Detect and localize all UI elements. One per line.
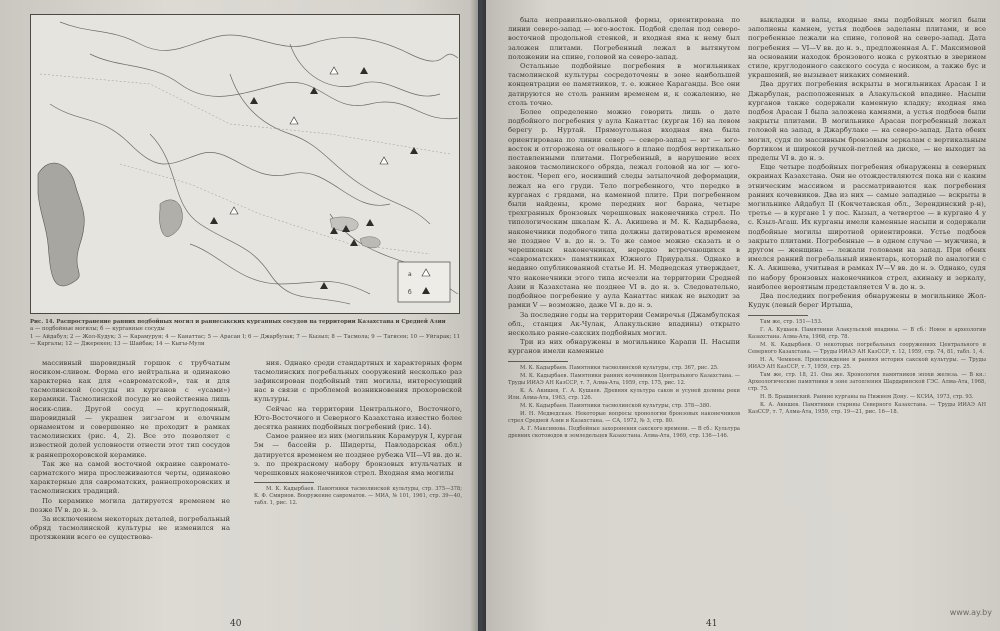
- paragraph: По керамике могила датируется временем не позже IV в. до н. э.: [30, 496, 230, 514]
- right-page-columns: [508, 16, 986, 441]
- footnote-rule: [748, 315, 808, 316]
- legend-a-label: а: [408, 271, 412, 278]
- legend-b-label: б: [408, 289, 412, 296]
- footnotes: [748, 319, 986, 416]
- paragraph: Два других погребения вскрыты в могильниках Арасан I и Джарбулак, расположенных в Алакульской впадине. Насыпи курганов также содержали каменную кладку; входная яма подбоя Арасан I была заложена камнями, а устья подбоев были закрыты плитами. В могильнике Арасан погребенный лежал головой на запад, в Джарбулаке — на северо-запад. Дата обеих могил, судя по массивным бронзовым зеркалам с вертикальным бортиком и широкой ручкой-петлей на диске, — не выходит за пределы VI в. до н. э.: [748, 80, 986, 163]
- paragraph: ния. Однако среди стандартных и характерных форм тасмолинских погребальных сооружений несколько раз зафиксирован подбойный тип могилы, интересующий нас в связи с проблемой возникновения прохоровской культуры.: [254, 358, 462, 404]
- paragraph: За последние годы на территории Семиречья (Джамбулская обл., станция Ак-Чулак, Алакульские впадины) открыто несколько ранне-сакских подбойных могил.: [508, 310, 740, 337]
- paragraph: Более определенно можно говорить лишь о дате подбойного погребения у аула Канаттас (курган 16) на левом берегу р. Нуртай. Прямоугольная входная яма была ориентирована по линии север — северо-запад — юг — юго-восток и отгорожена от овального в плане подбоя вертикально поставленными плитами. Погребенный, в нарушение всех законов тасмолинского обряда, лежал головой на юг — юго-восток. Череп его, носивший следы затылочной деформации, лежал на его груди. Тело погребенного, что передко в курганах с грядами, на каменной плите. При погребенном были найдены, кроме передних ног барана, четыре трехгранных бронзовых черешковых наконечника стрел. По типологическим шкалам К. А. Акишева и М. К. Кадырбаева, наконечники подобного типа должны датироваться временем не позднее V в. до н. э. То же самое можно сказать и о черешковых наконечниках, нередко встречающихся в «савроматских» памятниках Южного Приуралья. Однако в недавно опубликованной статье И. Н. Медведская утверждает, что наконечники этого типа исчезли на территории Средней Азии и Казахстана не позднее VI в. до н. э. Следовательно, подбойное погребение у аула Канаттас никак не выходит за рамки V — возможно, даже VI в. до н. э.: [508, 108, 740, 310]
- footnote: К. А. Акишев. Памятники старины Северного Казахстана. — Труды ИИАЭ АН КазССР, т. 7, Алма-Ата, 1959, стр. 19—21, рис. 16—18.: [748, 401, 986, 415]
- right-page: [486, 0, 1000, 631]
- left-page-column-2: [254, 359, 462, 543]
- footnote: Н. А. Чемкоев. Происхождение и ранняя история сакской культуры. — Труды ИИАЭ АН КазССР, т. 7, 1959, стр. 25.: [748, 356, 986, 370]
- footnotes: [508, 365, 740, 440]
- footnote: М. К. Кадырбаев. Памятники тасмолинской культуры, стр. 378—380.: [520, 402, 711, 409]
- footnote: А. Г. Максимова. Подбойные захоронения сакского времени. — В сб.: Культура древних скотоводов и земледельцев Казахстана. Алма-Ата, 1969, стр. 136—146.: [508, 425, 740, 439]
- paragraph: Сейчас на территории Центрального, Восточного, Юго-Восточного и Северного Казахстана известно более десятка ранних подбойных погребений (рис. 14).: [254, 404, 462, 432]
- footnote: М. К. Кадырбаев. Памятники ранних кочевников Центрального Казахстана. — Труды ИИАЭ АН КазССР, т. 7, Алма-Ата, 1959, стр. 175, рис. 12.: [508, 372, 740, 386]
- footnote-rule: [254, 482, 314, 483]
- right-page-column-1: [508, 16, 740, 441]
- paragraph: массивный шаровидный горшок с трубчатым носиком-сливом. Форма его нейтральна и одинаково характерна как для «савроматской», так и для тасмолинской (сосуды из курганов с «усами») керамики. Тасмолинской посуде не свойственна лишь носик-слив. Другой сосуд — круглодонный, шаровидный — украшен зигзагом и елочным орнаментом и совершенно не проходит в рамках тасмолинских (рис. 4, 2). Все это позволяет с известной долей условности отнести этот тип сосудов к раннепрохоровской керамике.: [30, 358, 230, 459]
- left-page: [0, 0, 478, 631]
- footnote: Там же, стр. 151—153.: [760, 318, 823, 325]
- caption-title: Рис. 14. Распространение ранних подбойных могил и раннесакских курганных сосудов на территории Казахстана и Средней Азии: [30, 319, 446, 325]
- footnote: К. А. Акишев, Г. А. Кушаев. Древняя культура саков и усуней долины реки Или. Алма-Ата, 1963, стр. 126.: [508, 387, 740, 401]
- paragraph: Два последних погребения обнаружены в могильнике Жол-Кудук (левый берег Иртыша,: [748, 292, 986, 310]
- footnote: Н. В. Брашинский. Ранние курганы на Нижнем Дону. — КСИА, 1973, стр. 93.: [760, 393, 974, 400]
- footnote: М. К. Кадырбаев. О некоторых погребальных сооружениях Центрального и Северного Казахстана. — Труды ИИАЭ АН КазССР, т. 12, 1959, стр. 74, 81, табл. 1, 4.: [748, 341, 986, 355]
- figure-caption: [30, 319, 460, 349]
- footnote: М. К. Кадырбаев. Памятники тасмолинской культуры, стр. 367, рис. 25.: [520, 364, 719, 371]
- paragraph: Три из них обнаружены в могильнике Карапи II. Насыпи курганов имели каменные: [508, 338, 740, 356]
- watermark: www.ay.by: [949, 608, 992, 617]
- map-svg: [30, 14, 460, 314]
- left-page-columns: [30, 359, 462, 543]
- caption-legend: а — подбойные могилы; б — курганные сосуды: [30, 326, 165, 333]
- paragraph: была неправильно-овальной формы, ориентирована по линии северо-запад — юго-восток. Подбой сделан под северо-восточной продольной стенкой, и входная яма к нему был заложен плитами. Погребенный лежал в вытянутом положении на спине, головой на северо-запад.: [508, 16, 740, 61]
- footnotes: [254, 486, 462, 507]
- left-page-column-1: [30, 359, 230, 543]
- footnote: Г. А. Кушаев. Памятники Алакульской впадины. — В сб.: Новое в археологии Казахстана. Алма-Ата, 1968, стр. 78.: [748, 326, 986, 340]
- caption-sites: 1 — Айдабул; 2 — Жол-Кудук; 3 — Карамурун; 4 — Канаттас; 5 — Арасан I; 6 — Джарбулак; 7 — Кызыл; 8 — Тасмола; 9 — Тагисен; 10 — Уйгарак; 11 — Каргалы; 12 — Джерекен; 13 — Шайбак; 14 — Кыгы-Мули: [30, 333, 460, 348]
- paragraph: За исключением некоторых деталей, погребальный обряд тасмолинской культуры не изменился на протяжении всего ее существова-: [30, 515, 230, 542]
- right-page-column-2: [748, 16, 986, 441]
- footnote: Там же, стр. 18, 21. Она же. Хронология памятников эпохи железа. — В кн.: Археологические памятники в зоне затопления Шардаринской ГЭС. Алма-Ата, 1968, стр. 75.: [748, 371, 986, 392]
- distribution-map: [30, 14, 460, 314]
- paragraph: Самое раннее из них (могильник Карамурун I, курган 5м — бассейн р. Шидерты, Павлодарская обл.) датируется временем не позднее рубежа VII—VI вв. до н. э. по прекрасному набору бронзовых втульчатых и черешковых наконечников стрел. Входная яма могилы: [254, 432, 462, 478]
- paragraph: Так же на самой восточной окраине савромато-сарматского мира прослеживаются черты, одинаково характерные для савроматских, раннепрохоровских и тасмолинских традиций.: [30, 459, 230, 496]
- page-number: 40: [230, 619, 242, 629]
- map-legend: [398, 262, 450, 302]
- footnote-rule: [508, 361, 568, 362]
- footnote: И. Н. Медведская. Некоторые вопросы хронологии бронзовых наконечников стрел Средней Азии и Казахстана. — СА, 1972, № 3, стр. 80.: [508, 410, 740, 424]
- paragraph: Остальные подбойные погребения в могильниках тасмолинской культуры сосредоточены в зоне наибольшей концентрации ее памятников, т. е. южнее Караганды. Все они датируются не столь ранним временем и, к сожалению, не столь точно.: [508, 62, 740, 107]
- paragraph: выкладки и валы, входные ямы подбойных могил были заполнены камнем, устья подбоев заделаны плитами, и все погребенные лежали на спине, головой на северо-запад. Дата погребения — VI—V вв. до н. э., предложенная А. Г. Максимовой на основании находок бронзового ножа с рукоятью в зверином стиле, круглодонного сакского сосуда с носиком, а также бус и украшений, не вызывает никаких сомнений.: [748, 16, 986, 80]
- paragraph: Еще четыре подбойных погребения обнаружены в северных окраинах Казахстана. Они не отождествляются пока ни с каким этническим массивом и рассматриваются как погребения ранних кочевников. Два из них — самые западные — вскрыты в могильнике Айдабул II (Кокчетавская обл., Зерендинский р-н), третье — в кургане 1 у пос. Кызыл, а четвертое — в кургане 4 у с. Кзыл-Агаш. Их курганы имели каменные насыпи и содержали подбойные могилы широтной ориентировки. Устье подбоев закрыто плитами. Погребенные — в одном случае — мужчина, в другом — женщина — лежали головами на запад. При обеих имелся ранний погребальный инвентарь, который по аналогии с К. А. Акишева, учитывая в рамках IV—V вв. до н. э. Однако, судя по набору бронзовых наконечников стрел, акинаку и зеркалу, наиболее вероятным представляется V в. до н. э.: [748, 163, 986, 291]
- footnote: М. К. Кадырбаев. Памятники тасмолинской культуры, стр. 375—378; К. Ф. Смирнов. Вооружение савроматов. — МИА, № 101, 1961, стр. 39—40, табл. 1, рис. 12.: [254, 486, 462, 507]
- page-number: 41: [706, 619, 718, 629]
